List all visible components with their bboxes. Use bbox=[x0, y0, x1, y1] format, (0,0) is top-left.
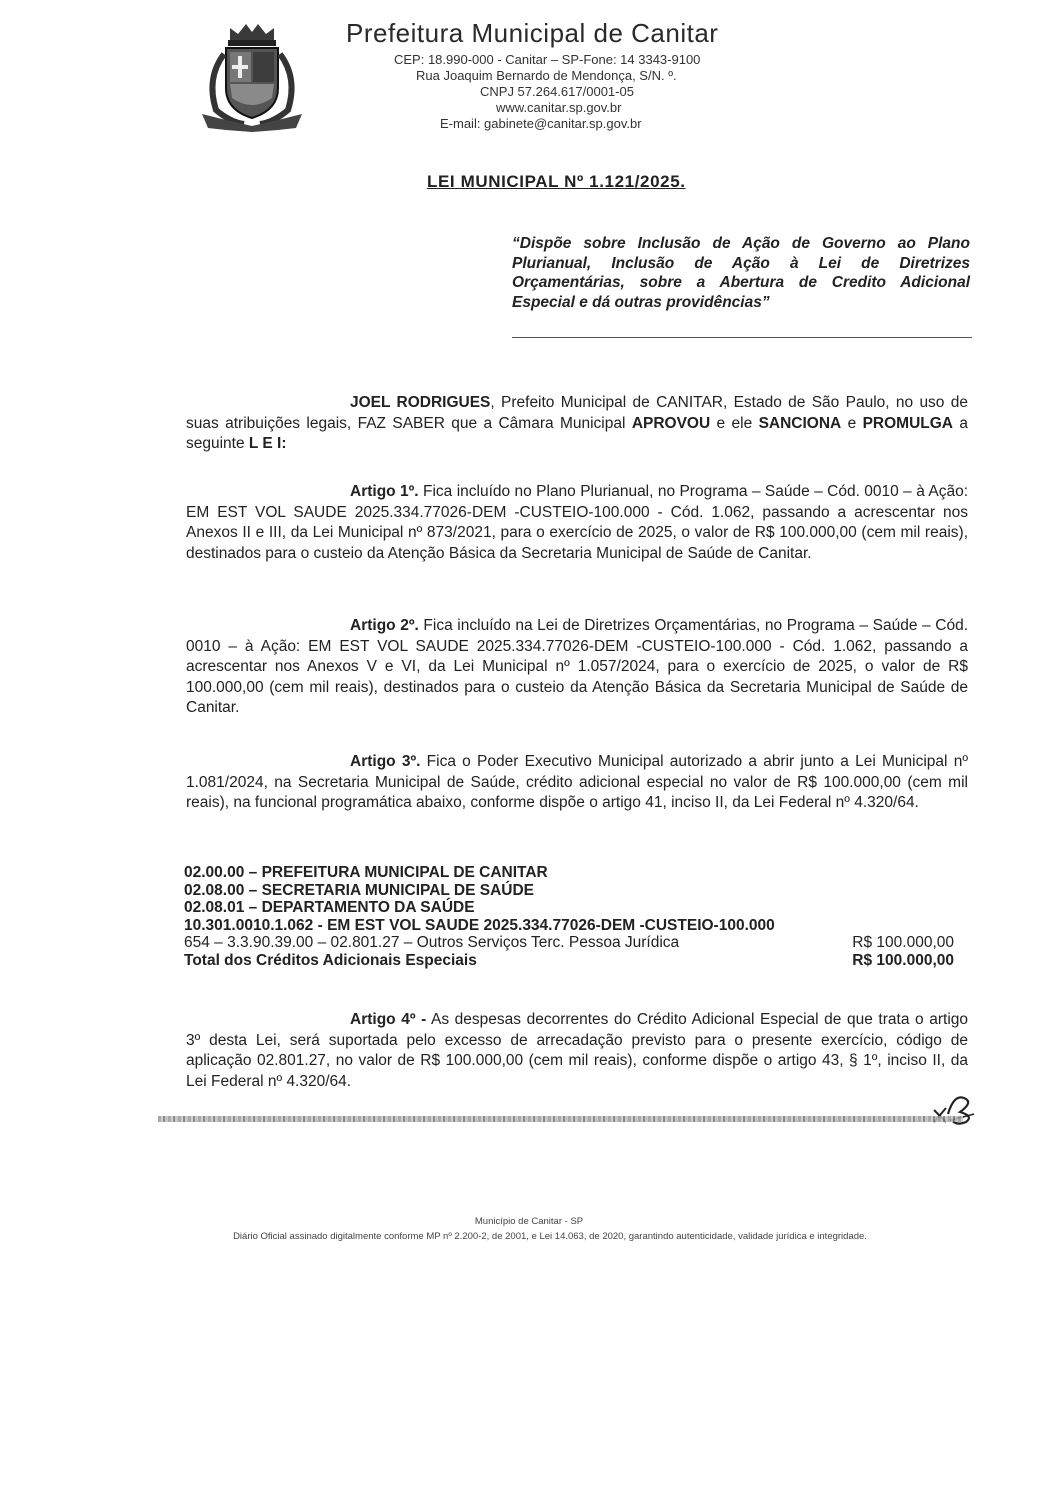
article-text: Fica o Poder Executivo Municipal autorizado a abrir junto a Lei Municipal nº 1.081/2024, na Secretaria Municipal de Saúde, crédito adicional especial no valor de R$ 100.000,00 (cem mil reais), na funcional programática abaixo, conforme dispõe o artigo 41, inciso II, da Lei Federal nº 4.320/64. bbox=[186, 753, 968, 811]
budget-item-value: R$ 100.000,00 bbox=[852, 934, 954, 951]
ementa-underline bbox=[512, 337, 972, 338]
budget-line: 10.301.0010.1.062 - EM EST VOL SAUDE 2025.334.77026-DEM -CUSTEIO-100.000 bbox=[184, 916, 775, 934]
municipal-coat-of-arms-icon bbox=[196, 18, 308, 134]
article-text: As despesas decorrentes do Crédito Adicional Especial de que trata o artigo 3º desta Lei, será suportada pelo excesso de arrecadação previsto para o presente exercício, código de aplicação 02.801.27, no valor de R$ 100.000,00 (cem mil reais), conforme dispõe o artigo 43, § 1º, inciso II, da Lei Federal nº 4.320/64. bbox=[186, 1011, 969, 1090]
contact-website: www.canitar.sp.gov.br bbox=[496, 100, 622, 115]
scan-divider-line bbox=[158, 1116, 963, 1122]
intro-paragraph: JOEL RODRIGUES, Prefeito Municipal de CANITAR, Estado de São Paulo, no uso de suas atribuições legais, FAZ SABER que a Câmara Municipal APROVOU e ele SANCIONA e PROMULGA a seguinte L E I: bbox=[186, 394, 968, 452]
budget-line: 02.08.00 – SECRETARIA MUNICIPAL DE SAÚDE bbox=[184, 881, 534, 899]
budget-line: 02.00.00 – PREFEITURA MUNICIPAL DE CANITAR bbox=[184, 864, 548, 881]
contact-email: E-mail: gabinete@canitar.sp.gov.br bbox=[440, 116, 642, 131]
footer-municipality: Município de Canitar - SP bbox=[474, 1216, 584, 1227]
article-text: Fica incluído na Lei de Diretrizes Orçamentárias, no Programa – Saúde – Cód. 0010 – à Ação: EM EST VOL SAUDE 2025.334.77026-DEM -CUSTEIO-100.000 - Cód. 1.062, passando a acrescentar nos Anexos V e VI, da Lei Municipal nº 1.057/2024, para o exercício de 2025, o valor de R$ 100.000,00 (cem mil reais), destinados para o custeio da Atenção Básica da Secretaria Municipal de Saúde de Canitar. bbox=[186, 617, 968, 716]
organization-name: Prefeitura Municipal de Canitar bbox=[346, 18, 719, 48]
budget-line: 02.08.01 – DEPARTAMENTO DA SAÚDE bbox=[184, 899, 475, 916]
initials-signature-icon bbox=[930, 1090, 978, 1128]
budget-item-row bbox=[184, 934, 954, 952]
budget-total-label: Total dos Créditos Adicionais Especiais bbox=[184, 951, 477, 969]
law-title: LEI MUNICIPAL Nº 1.121/2025. bbox=[427, 172, 686, 191]
article-label: Artigo 3º. bbox=[350, 753, 421, 770]
budget-total-row bbox=[184, 952, 954, 970]
budget-allocation bbox=[184, 864, 954, 969]
article-text: Fica incluído no Plano Plurianual, no Programa – Saúde – Cód. 0010 – à Ação: EM EST VOL SAUDE 2025.334.77026-DEM -CUSTEIO-100.000 - Cód. 1.062, passando a acrescentar nos Anexos II e III, da Lei Municipal nº 873/2021, para o exercício de 2025, o valor de R$ 100.000,00 (cem mil reais), destinados para o custeio da Atenção Básica da Secretaria Municipal de Saúde de Canitar. bbox=[186, 483, 968, 562]
contact-cep-phone: CEP: 18.990-000 - Canitar – SP-Fone: 14 3343-9100 bbox=[394, 52, 701, 67]
article-3 bbox=[186, 752, 968, 814]
budget-item-label: 654 – 3.3.90.39.00 – 02.801.27 – Outros Serviços Terc. Pessoa Jurídica bbox=[184, 934, 680, 951]
contact-block bbox=[390, 52, 770, 132]
contact-cnpj: CNPJ 57.264.617/0001-05 bbox=[480, 84, 634, 99]
article-1 bbox=[186, 482, 968, 564]
footer-digital-signature-note: Diário Oficial assinado digitalmente conforme MP nº 2.200-2, de 2001, e Lei 14.063, de 2020, garantindo autenticidade, validade jurídica e integridade. bbox=[233, 1231, 867, 1242]
article-2 bbox=[186, 616, 968, 719]
mayor-name: JOEL RODRIGUES bbox=[350, 394, 491, 411]
article-label: Artigo 1º. bbox=[350, 483, 419, 500]
contact-address: Rua Joaquim Bernardo de Mendonça, S/N. º. bbox=[416, 68, 677, 83]
law-ementa: “Dispõe sobre Inclusão de Ação de Governo ao Plano Plurianual, Inclusão de Ação à Lei de Diretrizes Orçamentárias, sobre a Abertura de Credito Adicional Especial e dá outras providências” bbox=[512, 235, 970, 311]
budget-total-value: R$ 100.000,00 bbox=[852, 951, 954, 969]
article-4 bbox=[186, 1010, 968, 1092]
article-label: Artigo 4º - bbox=[350, 1011, 427, 1028]
article-label: Artigo 2º. bbox=[350, 617, 419, 634]
